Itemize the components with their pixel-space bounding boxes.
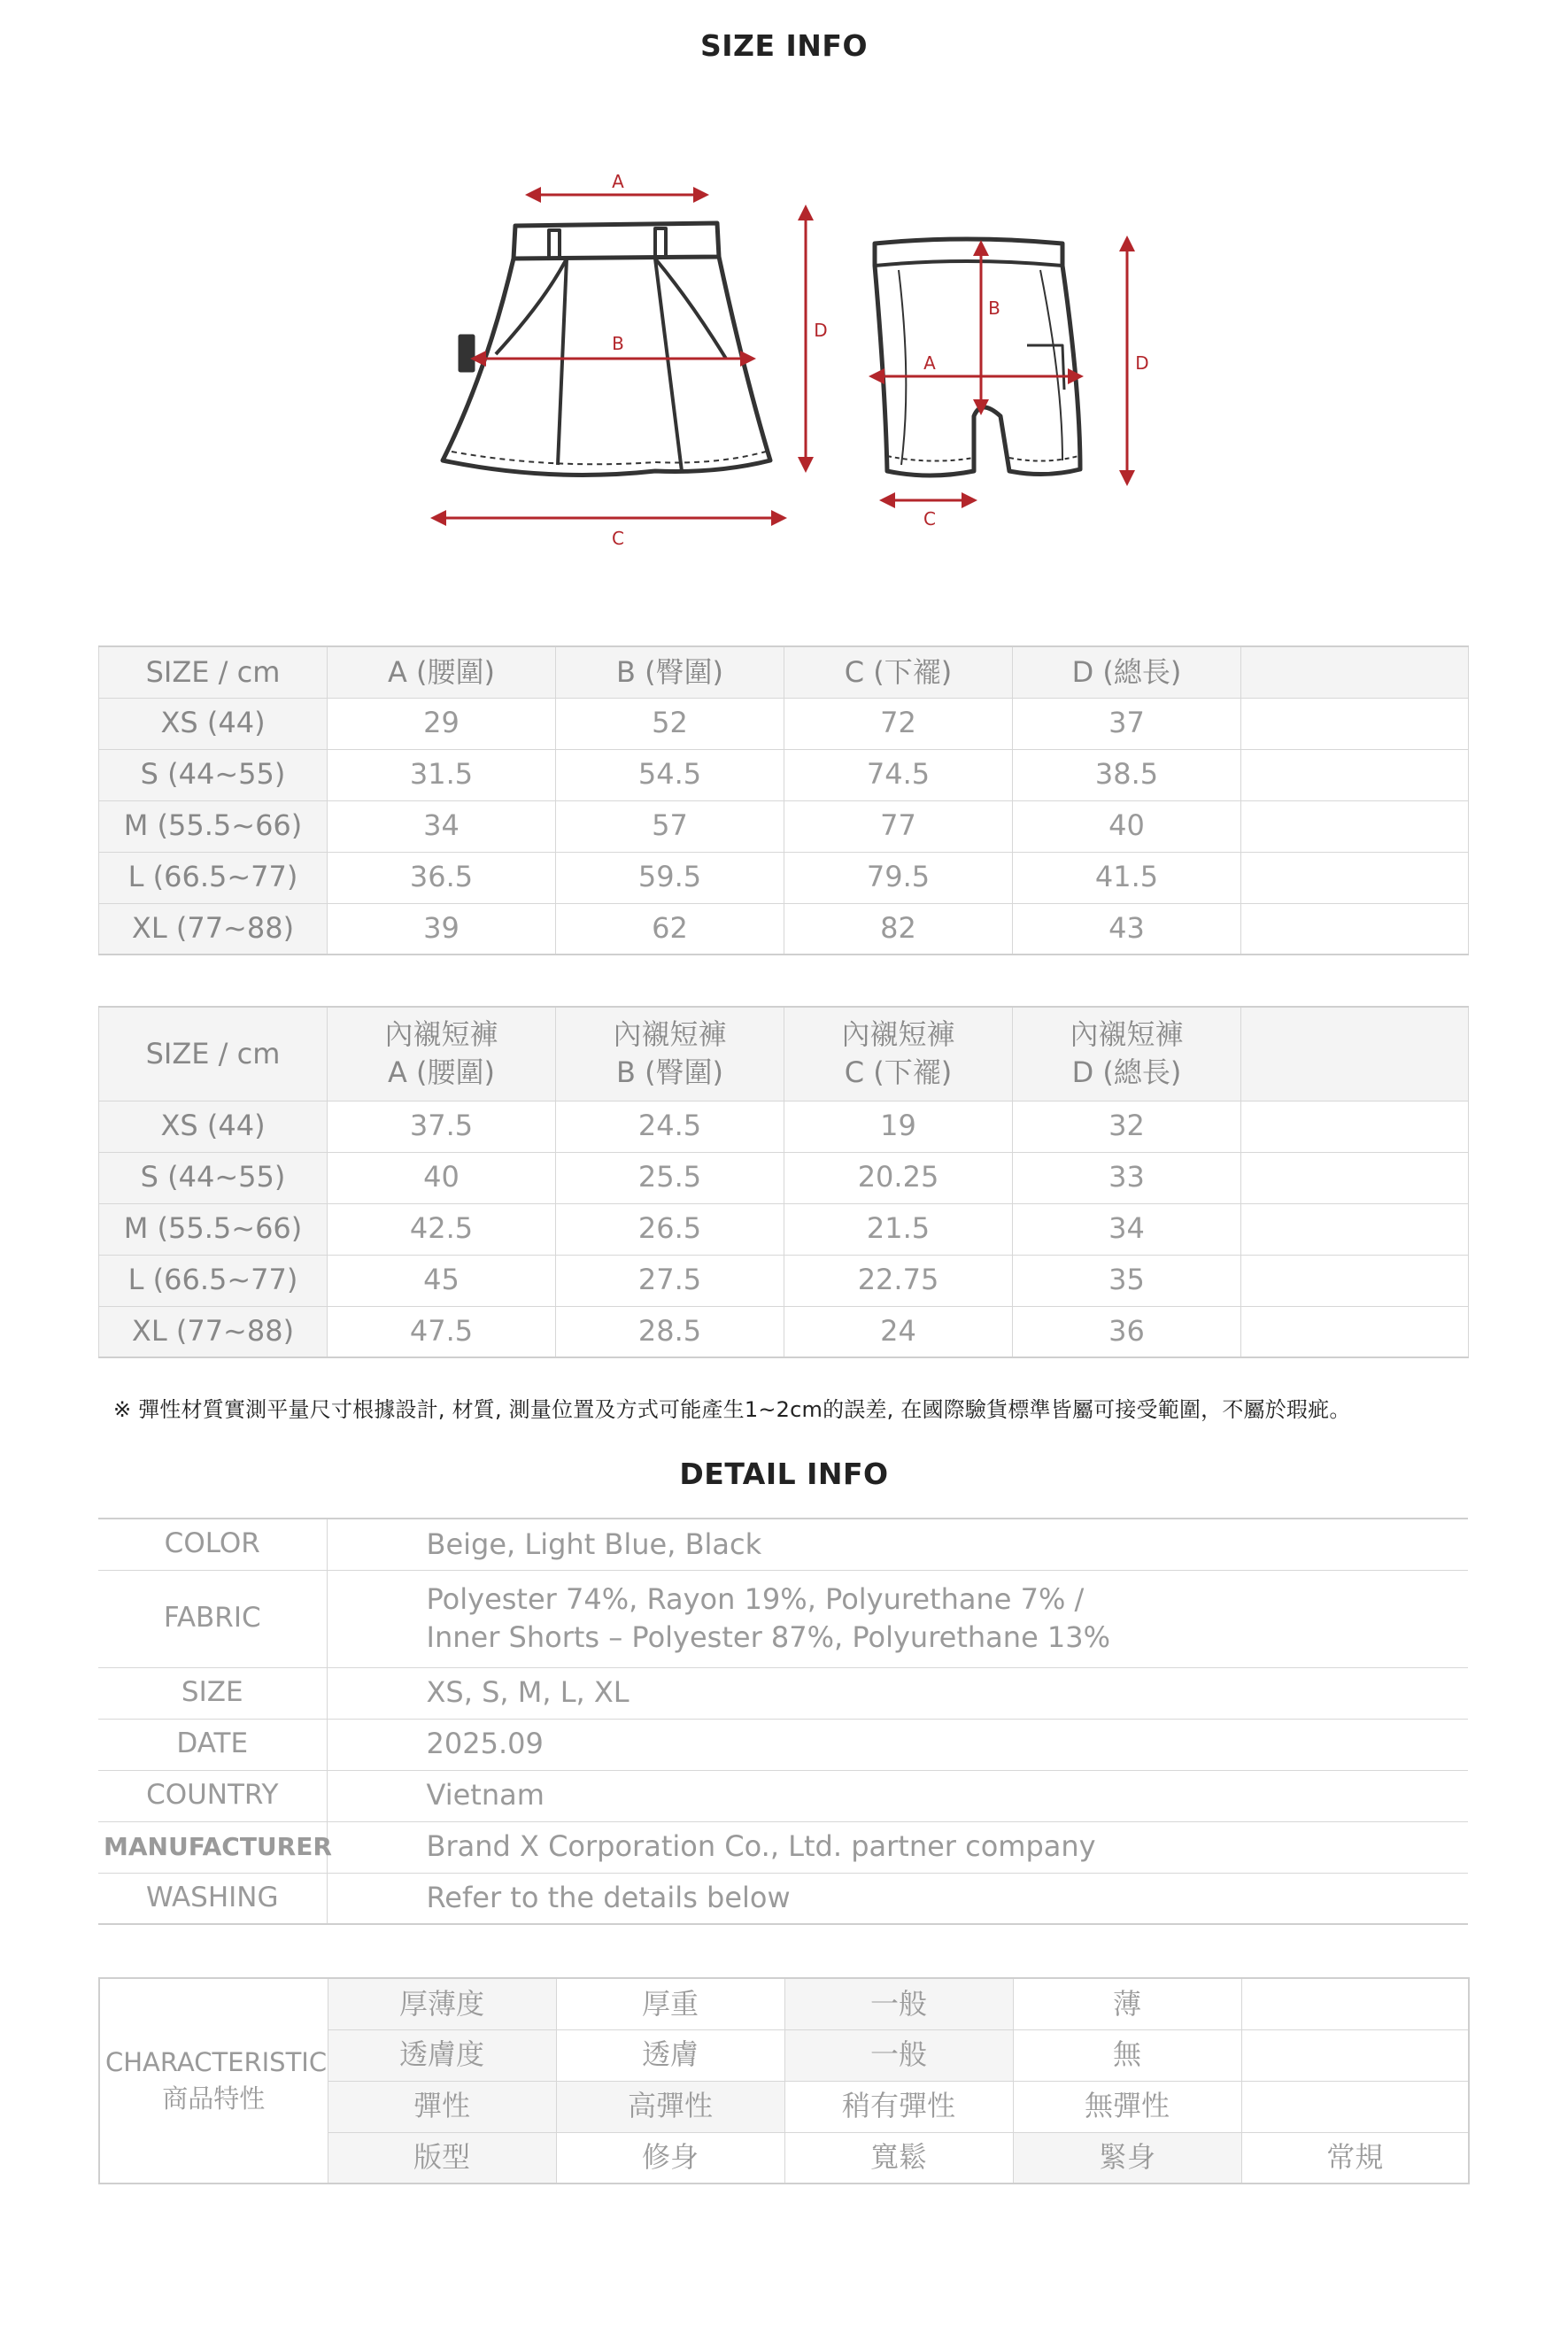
table-cell: 26.5	[556, 1203, 784, 1255]
table-cell: 41.5	[1013, 852, 1241, 903]
header-cell	[1241, 646, 1469, 698]
header-cell: B (臀圍)	[556, 646, 784, 698]
table-cell: 47.5	[328, 1306, 556, 1357]
header-cell	[1013, 1007, 1241, 1101]
char-option: 厚重	[556, 1978, 784, 2029]
header-line1: 內襯短褲	[384, 1017, 498, 1052]
size-label: XS (44)	[99, 698, 328, 749]
detail-value: Refer to the details below	[327, 1873, 1468, 1924]
size-label: L (66.5~77)	[99, 852, 328, 903]
table-cell: 24.5	[556, 1101, 784, 1152]
table-row	[99, 800, 1469, 852]
char-option	[1241, 1978, 1469, 2029]
table-cell: 27.5	[556, 1255, 784, 1306]
inner-table-header	[99, 1007, 1469, 1101]
table-cell: 77	[784, 800, 1013, 852]
table-cell: 35	[1013, 1255, 1241, 1306]
size-label: S (44~55)	[99, 749, 328, 800]
detail-row-country	[98, 1770, 1468, 1821]
skirt-label-c: C	[612, 528, 624, 549]
skirt-label-d: D	[814, 320, 828, 341]
table-cell: 42.5	[328, 1203, 556, 1255]
detail-value: Beige, Light Blue, Black	[327, 1519, 1468, 1570]
table-cell	[1241, 903, 1469, 955]
char-attribute: 透膚度	[328, 2029, 556, 2081]
char-option: 緊身	[1013, 2132, 1241, 2184]
table-cell: 29	[328, 698, 556, 749]
table-row	[99, 1152, 1469, 1203]
detail-value: XS, S, M, L, XL	[327, 1667, 1468, 1719]
table-cell: 43	[1013, 903, 1241, 955]
table-row	[99, 1255, 1469, 1306]
table-cell: 24	[784, 1306, 1013, 1357]
table-cell	[1241, 1101, 1469, 1152]
detail-label: WASHING	[98, 1873, 327, 1924]
table-cell: 34	[328, 800, 556, 852]
table-cell	[1241, 749, 1469, 800]
detail-row-washing	[98, 1873, 1468, 1924]
table-cell: 19	[784, 1101, 1013, 1152]
table-cell: 59.5	[556, 852, 784, 903]
table-cell: 82	[784, 903, 1013, 955]
characteristic-label-zh: 商品特性	[162, 2083, 266, 2114]
table-cell: 32	[1013, 1101, 1241, 1152]
size-label: XL (77~88)	[99, 1306, 328, 1357]
header-line2: D (總長)	[1071, 1055, 1182, 1090]
detail-row-fabric	[98, 1570, 1468, 1667]
table-cell: 36.5	[328, 852, 556, 903]
table-cell: 52	[556, 698, 784, 749]
measurement-note: ※ 彈性材質實測平量尺寸根據設計, 材質, 測量位置及方式可能產生1~2cm的誤差, 在國際驗貨標準皆屬可接受範圍，不屬於瑕疵。	[113, 1397, 1351, 1422]
table-cell: 37	[1013, 698, 1241, 749]
table-cell	[1241, 1255, 1469, 1306]
size-table-skirt	[98, 645, 1469, 955]
skirt-drawing	[443, 223, 770, 475]
detail-row-date	[98, 1719, 1468, 1770]
characteristic-table	[98, 1977, 1470, 2184]
header-cell: A (腰圍)	[328, 646, 556, 698]
skirt-label-a: A	[612, 171, 624, 192]
table-cell	[1241, 698, 1469, 749]
header-cell: D (總長)	[1013, 646, 1241, 698]
table-cell: 54.5	[556, 749, 784, 800]
shorts-drawing	[875, 239, 1080, 475]
char-attribute: 厚薄度	[328, 1978, 556, 2029]
header-cell	[556, 1007, 784, 1101]
detail-table	[98, 1518, 1468, 1925]
char-option	[1241, 2081, 1469, 2132]
table-cell: 57	[556, 800, 784, 852]
table-cell: 20.25	[784, 1152, 1013, 1203]
header-cell: SIZE / cm	[99, 646, 328, 698]
header-cell	[1241, 1007, 1469, 1101]
table-cell: 34	[1013, 1203, 1241, 1255]
shorts-label-a: A	[923, 352, 936, 374]
table-cell: 36	[1013, 1306, 1241, 1357]
detail-value	[327, 1570, 1468, 1667]
table-cell: 31.5	[328, 749, 556, 800]
char-option: 薄	[1013, 1978, 1241, 2029]
char-option: 稍有彈性	[784, 2081, 1013, 2132]
char-option: 常規	[1241, 2132, 1469, 2184]
table-row	[99, 1978, 1469, 2029]
size-label: L (66.5~77)	[99, 1255, 328, 1306]
table-row	[99, 698, 1469, 749]
table-cell: 72	[784, 698, 1013, 749]
header-line1: 內襯短褲	[841, 1017, 955, 1052]
table-cell	[1241, 800, 1469, 852]
table-cell: 62	[556, 903, 784, 955]
fabric-line1: Polyester 74%, Rayon 19%, Polyurethane 7% /	[426, 1581, 1085, 1616]
detail-row-color	[98, 1519, 1468, 1570]
detail-row-manufacturer	[98, 1821, 1468, 1873]
detail-label: DATE	[98, 1719, 327, 1770]
char-option	[1241, 2029, 1469, 2081]
table-cell: 74.5	[784, 749, 1013, 800]
header-cell: C (下襬)	[784, 646, 1013, 698]
detail-row-size	[98, 1667, 1468, 1719]
size-label: S (44~55)	[99, 1152, 328, 1203]
characteristic-label	[99, 1978, 328, 2184]
detail-label: COUNTRY	[98, 1770, 327, 1821]
detail-label: COLOR	[98, 1519, 327, 1570]
detail-label: MANUFACTURER	[98, 1821, 327, 1873]
shorts-label-d: D	[1135, 352, 1149, 374]
table-cell	[1241, 1152, 1469, 1203]
table-cell	[1241, 1306, 1469, 1357]
size-table-inner-shorts	[98, 1006, 1469, 1358]
table-cell: 25.5	[556, 1152, 784, 1203]
table-row	[99, 1101, 1469, 1152]
skirt-label-b: B	[612, 333, 624, 354]
shorts-label-b: B	[988, 298, 1000, 319]
header-line1: 內襯短褲	[613, 1017, 727, 1052]
detail-label: FABRIC	[98, 1570, 327, 1667]
table-cell: 79.5	[784, 852, 1013, 903]
char-option: 無彈性	[1013, 2081, 1241, 2132]
table-row	[99, 1203, 1469, 1255]
table-cell: 22.75	[784, 1255, 1013, 1306]
size-info-title: SIZE INFO	[700, 28, 868, 63]
header-cell	[328, 1007, 556, 1101]
char-attribute: 彈性	[328, 2081, 556, 2132]
size-label: M (55.5~66)	[99, 1203, 328, 1255]
char-option: 一般	[784, 2029, 1013, 2081]
detail-value: Vietnam	[327, 1770, 1468, 1821]
table-cell: 21.5	[784, 1203, 1013, 1255]
table-cell: 38.5	[1013, 749, 1241, 800]
size-label: M (55.5~66)	[99, 800, 328, 852]
table-cell: 33	[1013, 1152, 1241, 1203]
detail-info-title: DETAIL INFO	[679, 1457, 889, 1491]
characteristic-label-en: CHARACTERISTIC	[105, 2047, 328, 2078]
char-option: 高彈性	[556, 2081, 784, 2132]
fabric-line2: Inner Shorts – Polyester 87%, Polyurethane 13%	[426, 1620, 1111, 1654]
size-diagram	[390, 159, 1186, 576]
table-cell: 39	[328, 903, 556, 955]
table-row	[99, 1306, 1469, 1357]
size-label: XL (77~88)	[99, 903, 328, 955]
header-line1: 內襯短褲	[1070, 1017, 1184, 1052]
char-option: 修身	[556, 2132, 784, 2184]
char-attribute: 版型	[328, 2132, 556, 2184]
header-line2: A (腰圍)	[387, 1055, 496, 1090]
table-cell	[1241, 852, 1469, 903]
char-option: 無	[1013, 2029, 1241, 2081]
detail-value: 2025.09	[327, 1719, 1468, 1770]
table-cell: 37.5	[328, 1101, 556, 1152]
header-line2: C (下襬)	[844, 1055, 953, 1090]
char-option: 一般	[784, 1978, 1013, 2029]
table-cell: 40	[328, 1152, 556, 1203]
table-cell	[1241, 1203, 1469, 1255]
header-cell	[784, 1007, 1013, 1101]
size-table-header	[99, 646, 1469, 698]
shorts-label-c: C	[923, 508, 936, 529]
detail-label: SIZE	[98, 1667, 327, 1719]
header-cell	[99, 1007, 328, 1101]
detail-value: Brand X Corporation Co., Ltd. partner company	[327, 1821, 1468, 1873]
size-label: XS (44)	[99, 1101, 328, 1152]
header-line2: SIZE / cm	[145, 1036, 281, 1071]
table-row	[99, 749, 1469, 800]
table-cell: 40	[1013, 800, 1241, 852]
table-cell: 45	[328, 1255, 556, 1306]
table-row	[99, 852, 1469, 903]
table-cell: 28.5	[556, 1306, 784, 1357]
header-line2: B (臀圍)	[615, 1055, 724, 1090]
table-row	[99, 903, 1469, 955]
char-option: 透膚	[556, 2029, 784, 2081]
char-option: 寬鬆	[784, 2132, 1013, 2184]
